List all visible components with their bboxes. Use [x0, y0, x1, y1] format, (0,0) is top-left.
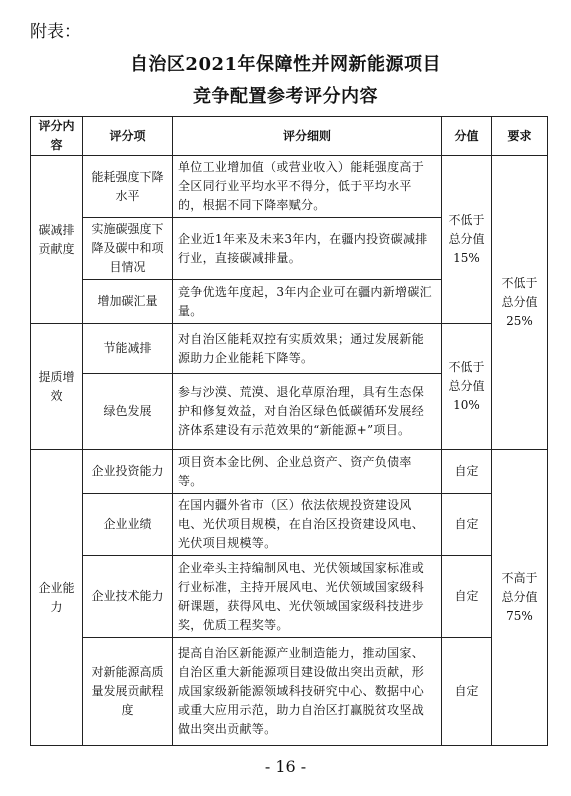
- requirement-cell: 不低于总分值25%: [492, 156, 548, 450]
- header-item: 评分项: [83, 117, 173, 156]
- score-cell: 自定: [442, 556, 492, 638]
- score-cell: 不低于总分值10%: [442, 324, 492, 450]
- category-cell: 碳减排贡献度: [31, 156, 83, 324]
- item-cell: 实施碳强度下降及碳中和项目情况: [83, 218, 173, 280]
- detail-cell: 企业牵头主持编制风电、光伏领域国家标准或行业标准，主持开展风电、光伏领域国家级科研课题，获得风电、光伏领域国家级科技进步奖，优质工程奖等。: [173, 556, 442, 638]
- annex-label: 附表：: [30, 22, 81, 42]
- item-cell: 企业业绩: [83, 494, 173, 556]
- detail-cell: 对自治区能耗双控有实质效果；通过发展新能源助力企业能耗下降等。: [173, 324, 442, 374]
- item-cell: 节能减排: [83, 324, 173, 374]
- table-row: [31, 450, 548, 494]
- item-cell: 增加碳汇量: [83, 280, 173, 324]
- detail-cell: 企业近1年来及未来3年内，在疆内投资碳减排行业，直接碳减排量。: [173, 218, 442, 280]
- score-cell: 自定: [442, 494, 492, 556]
- item-cell: 绿色发展: [83, 374, 173, 450]
- detail-cell: 提高自治区新能源产业制造能力，推动国家、自治区重大新能源项目建设做出突出贡献，形成国家级新能源领域科技研究中心、数据中心或重大应用示范，助力自治区打赢脱贫攻坚战做出突出贡献等。: [173, 638, 442, 746]
- document-title: 自治区2021年保障性并网新能源项目: [129, 54, 442, 75]
- score-cell: 自定: [442, 450, 492, 494]
- detail-cell: 参与沙漠、荒漠、退化草原治理，具有生态保护和修复效益，对自治区绿色低碳循环发展经济体系建设有示范效果的“新能源+”项目。: [173, 374, 442, 450]
- item-cell: 企业投资能力: [83, 450, 173, 494]
- header-score: 分值: [442, 117, 492, 156]
- item-cell: 对新能源高质量发展贡献程度: [83, 638, 173, 746]
- header-requirement: 要求: [492, 117, 548, 156]
- category-cell: 企业能力: [31, 450, 83, 746]
- table-row: [31, 638, 548, 746]
- requirement-cell: 不高于总分值75%: [492, 450, 548, 746]
- score-cell: 不低于总分值15%: [442, 156, 492, 324]
- table-row: [31, 556, 548, 638]
- score-cell: 自定: [442, 638, 492, 746]
- detail-cell: 项目资本金比例、企业总资产、资产负债率等。: [173, 450, 442, 494]
- detail-cell: 在国内疆外省市（区）依法依规投资建设风电、光伏项目规模，在自治区投资建设风电、光伏项目规模等。: [173, 494, 442, 556]
- detail-cell: 单位工业增加值（或营业收入）能耗强度高于全区同行业平均水平不得分，低于平均水平的，根据不同下降率赋分。: [173, 156, 442, 218]
- scoring-table: [30, 116, 548, 746]
- page-number: - 16 -: [264, 757, 307, 776]
- table-row: [31, 324, 548, 374]
- document-subtitle: 竞争配置参考评分内容: [193, 86, 378, 107]
- header-category: 评分内容: [31, 117, 83, 156]
- item-cell: 企业技术能力: [83, 556, 173, 638]
- table-row: [31, 494, 548, 556]
- table-header-row: [31, 117, 548, 156]
- table-row: [31, 156, 548, 218]
- category-cell: 提质增效: [31, 324, 83, 450]
- detail-cell: 竞争优选年度起，3年内企业可在疆内新增碳汇量。: [173, 280, 442, 324]
- item-cell: 能耗强度下降水平: [83, 156, 173, 218]
- header-detail: 评分细则: [173, 117, 442, 156]
